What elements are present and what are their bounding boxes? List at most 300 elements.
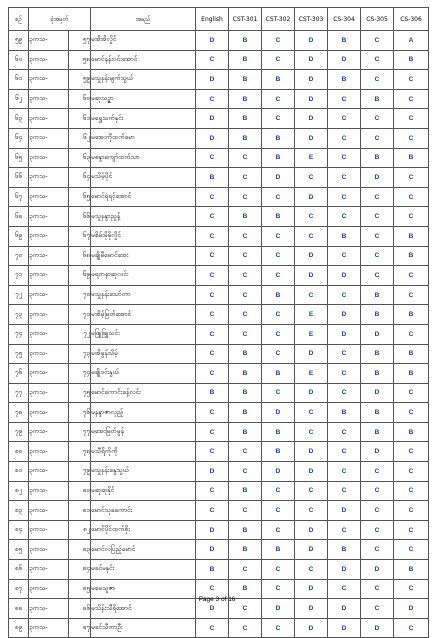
col-header-roll: ခုံအမှတ် <box>29 8 91 31</box>
grade-cell: C <box>196 50 229 70</box>
row-number: ၆၀ <box>9 50 29 70</box>
grade-cell: C <box>262 560 295 580</box>
roll-prefix: ၃ကသ- <box>29 618 69 638</box>
grade-cell: C <box>394 383 429 403</box>
roll-prefix: ၃ကသ- <box>29 305 69 325</box>
table-row <box>9 540 429 560</box>
roll-number: ၈၀ <box>69 481 91 501</box>
student-name: မသူနန်းမျက်သွယ် <box>91 70 196 90</box>
table-row <box>9 207 429 227</box>
grade-cell: B <box>229 422 262 442</box>
grade-cell: D <box>295 246 328 266</box>
col-header-english: English <box>196 8 229 31</box>
grade-cell: D <box>295 599 328 619</box>
grade-cell: C <box>394 128 429 148</box>
grade-cell: C <box>394 109 429 129</box>
grade-cell: D <box>196 462 229 482</box>
grade-cell: C <box>394 285 429 305</box>
grade-cell: B <box>262 422 295 442</box>
row-number: ၇၃ <box>9 305 29 325</box>
results-table <box>8 7 429 638</box>
table-row <box>9 148 429 168</box>
roll-number: ၇၉ <box>69 462 91 482</box>
grade-cell: D <box>295 540 328 560</box>
roll-prefix: ၃ကသ- <box>29 31 69 51</box>
grade-cell: C <box>196 403 229 423</box>
grade-cell: B <box>262 128 295 148</box>
grade-cell: C <box>229 226 262 246</box>
roll-number: ၆၂ <box>69 128 91 148</box>
grade-cell: D <box>295 520 328 540</box>
grade-cell: B <box>229 70 262 90</box>
grade-cell: D <box>295 70 328 90</box>
grade-cell: C <box>361 481 394 501</box>
grade-cell: D <box>196 31 229 51</box>
student-name: မောင်လပြည့်မောင် <box>91 540 196 560</box>
table-row <box>9 50 429 70</box>
grade-cell: E <box>295 324 328 344</box>
grade-cell: C <box>229 599 262 619</box>
roll-prefix: ၃ကသ- <box>29 70 69 90</box>
grade-cell: C <box>262 579 295 599</box>
grade-cell: C <box>262 501 295 521</box>
roll-prefix: ၃ကသ- <box>29 50 69 70</box>
grade-cell: C <box>328 285 361 305</box>
grade-cell: C <box>229 442 262 462</box>
grade-cell: B <box>328 31 361 51</box>
grade-cell: C <box>394 207 429 227</box>
grade-cell: D <box>196 128 229 148</box>
table-row <box>9 89 429 109</box>
col-header-cst301: CST-301 <box>229 8 262 31</box>
grade-cell: C <box>295 403 328 423</box>
grade-cell: B <box>229 50 262 70</box>
grade-cell: C <box>262 324 295 344</box>
roll-number: ၆၅ <box>69 187 91 207</box>
student-name: မအိမ့်မြတ်အောင် <box>91 305 196 325</box>
col-header-cs304: CS-304 <box>328 8 361 31</box>
roll-number: ၈၆ <box>69 599 91 619</box>
grade-cell: C <box>196 618 229 638</box>
roll-number: ၅၈ <box>69 50 91 70</box>
grade-cell: C <box>229 618 262 638</box>
grade-cell: D <box>295 31 328 51</box>
student-name: မောင်နန်းဝင်းအောင် <box>91 50 196 70</box>
header-row <box>9 8 429 31</box>
table-row <box>9 560 429 580</box>
grade-cell: C <box>328 344 361 364</box>
roll-prefix: ၃ကသ- <box>29 207 69 227</box>
roll-prefix: ၃ကသ- <box>29 266 69 286</box>
grade-cell: B <box>394 305 429 325</box>
row-number: ၇၉ <box>9 422 29 442</box>
table-row <box>9 31 429 51</box>
table-row <box>9 226 429 246</box>
grade-cell: C <box>229 501 262 521</box>
row-number: ၈၃ <box>9 501 29 521</box>
grade-cell: B <box>361 422 394 442</box>
grade-cell: D <box>196 109 229 129</box>
grade-cell: C <box>361 207 394 227</box>
grade-cell: C <box>229 187 262 207</box>
grade-cell: B <box>229 364 262 384</box>
table-row <box>9 285 429 305</box>
grade-cell: D <box>196 540 229 560</box>
grade-cell: C <box>328 422 361 442</box>
grade-cell: C <box>262 344 295 364</box>
grade-cell: C <box>262 266 295 286</box>
grade-cell: C <box>196 324 229 344</box>
grade-cell: C <box>229 168 262 188</box>
grade-cell: C <box>262 305 295 325</box>
grade-cell: C <box>295 168 328 188</box>
grade-cell: D <box>295 579 328 599</box>
roll-number: ၈၃ <box>69 540 91 560</box>
row-number: ၇၂ <box>9 285 29 305</box>
table-body <box>9 31 429 638</box>
grade-cell: C <box>262 618 295 638</box>
table-row <box>9 501 429 521</box>
roll-number: ၆၃ <box>69 148 91 168</box>
row-number: ၈၄ <box>9 520 29 540</box>
student-name: မသူနန္ဒာညွန့် <box>91 207 196 227</box>
grade-cell: C <box>394 266 429 286</box>
grade-cell: B <box>394 364 429 384</box>
grade-cell: C <box>361 109 394 129</box>
grade-cell: D <box>361 442 394 462</box>
grade-cell: B <box>394 50 429 70</box>
grade-cell: C <box>229 266 262 286</box>
grade-cell: B <box>229 383 262 403</box>
row-number: ၈၈ <box>9 599 29 619</box>
grade-cell: B <box>229 89 262 109</box>
grade-cell: B <box>196 168 229 188</box>
student-name: မရွှေသက်နှင်း <box>91 109 196 129</box>
table-row <box>9 403 429 423</box>
grade-cell: B <box>196 383 229 403</box>
roll-number: ၇၃ <box>69 344 91 364</box>
grade-cell: C <box>394 481 429 501</box>
grade-cell: C <box>361 246 394 266</box>
row-number: ၇၇ <box>9 383 29 403</box>
grade-cell: C <box>196 364 229 384</box>
grade-cell: B <box>394 422 429 442</box>
grade-cell: B <box>361 364 394 384</box>
roll-prefix: ၃ကသ- <box>29 481 69 501</box>
grade-cell: D <box>361 618 394 638</box>
roll-prefix: ၃ကသ- <box>29 128 69 148</box>
grade-cell: B <box>394 148 429 168</box>
row-number: ၇၅ <box>9 344 29 364</box>
table-row <box>9 422 429 442</box>
grade-cell: C <box>229 560 262 580</box>
grade-cell: C <box>328 481 361 501</box>
grade-cell: C <box>328 579 361 599</box>
roll-number: ၇၈ <box>69 442 91 462</box>
table-row <box>9 70 429 90</box>
student-name: မသိမ့်ပိုင် <box>91 168 196 188</box>
table-row <box>9 128 429 148</box>
roll-prefix: ၃ကသ- <box>29 187 69 207</box>
grade-cell: A <box>394 31 429 51</box>
grade-cell: D <box>295 383 328 403</box>
roll-prefix: ၃ကသ- <box>29 109 69 129</box>
grade-cell: D <box>394 599 429 619</box>
grade-cell: B <box>262 442 295 462</box>
grade-cell: C <box>196 187 229 207</box>
student-name: မချိုမီမောင်အေး <box>91 246 196 266</box>
grade-cell: C <box>328 462 361 482</box>
grade-cell: C <box>229 305 262 325</box>
grade-cell: D <box>328 560 361 580</box>
grade-cell: C <box>361 31 394 51</box>
grade-cell: B <box>229 520 262 540</box>
roll-number: ၆၇ <box>69 226 91 246</box>
grade-cell: D <box>328 50 361 70</box>
grade-cell: C <box>394 520 429 540</box>
grade-cell: B <box>394 226 429 246</box>
grade-cell: C <box>229 285 262 305</box>
student-name: မရတနာဆုလင်း <box>91 266 196 286</box>
row-number: ၅၉ <box>9 31 29 51</box>
row-number: ၆၉ <box>9 226 29 246</box>
grade-cell: C <box>394 187 429 207</box>
grade-cell: C <box>328 128 361 148</box>
student-name: မောင်ပိုင်ထက်စိုး <box>91 520 196 540</box>
grade-cell: C <box>361 501 394 521</box>
row-number: ၆၄ <box>9 128 29 148</box>
grade-cell: D <box>328 618 361 638</box>
grade-cell: C <box>196 226 229 246</box>
grade-cell: C <box>328 246 361 266</box>
roll-prefix: ၃ကသ- <box>29 599 69 619</box>
grade-cell: C <box>328 383 361 403</box>
grade-cell: B <box>229 31 262 51</box>
row-number: ၆၃ <box>9 109 29 129</box>
grade-cell: D <box>295 89 328 109</box>
grade-cell: B <box>262 70 295 90</box>
roll-number: ၇၄ <box>69 364 91 384</box>
grade-cell: B <box>361 89 394 109</box>
roll-prefix: ၃ကသ- <box>29 246 69 266</box>
roll-number: ၆၁ <box>69 109 91 129</box>
roll-number: ၆၀ <box>69 89 91 109</box>
table-row <box>9 442 429 462</box>
grade-cell: C <box>295 422 328 442</box>
table-row <box>9 520 429 540</box>
grade-cell: C <box>196 207 229 227</box>
roll-number: ၇၅ <box>69 383 91 403</box>
grade-cell: C <box>262 50 295 70</box>
roll-prefix: ၃ကသ- <box>29 403 69 423</box>
row-number: ၆၇ <box>9 187 29 207</box>
grade-cell: B <box>262 285 295 305</box>
grade-cell: B <box>229 344 262 364</box>
grade-cell: C <box>394 403 429 423</box>
grade-cell: D <box>361 560 394 580</box>
row-number: ၈၀ <box>9 442 29 462</box>
grade-cell: E <box>295 305 328 325</box>
col-header-no: စဉ် <box>9 8 29 31</box>
row-number: ၇၆ <box>9 364 29 384</box>
student-name: မအေးမြတ်မွန် <box>91 422 196 442</box>
grade-cell: C <box>196 442 229 462</box>
grade-cell: B <box>361 305 394 325</box>
grade-cell: C <box>394 168 429 188</box>
col-header-cst303: CST-303 <box>295 8 328 31</box>
grade-cell: C <box>328 168 361 188</box>
grade-cell: C <box>196 285 229 305</box>
grade-cell: B <box>262 148 295 168</box>
roll-number: ၇၀ <box>69 285 91 305</box>
grade-cell: C <box>361 266 394 286</box>
roll-number: ၅၉ <box>69 70 91 90</box>
roll-prefix: ၃ကသ- <box>29 501 69 521</box>
roll-number: ၈၂ <box>69 520 91 540</box>
row-number: ၈၆ <box>9 560 29 580</box>
roll-number: ၈၅ <box>69 579 91 599</box>
table-row <box>9 168 429 188</box>
grade-cell: C <box>361 128 394 148</box>
grade-cell: C <box>262 89 295 109</box>
grade-cell: D <box>262 462 295 482</box>
grade-cell: B <box>361 148 394 168</box>
roll-prefix: ၃ကသ- <box>29 285 69 305</box>
grade-cell: C <box>229 148 262 168</box>
grade-cell: D <box>295 344 328 364</box>
grade-cell: C <box>196 89 229 109</box>
grade-cell: C <box>196 148 229 168</box>
col-header-name: အမည် <box>91 8 196 31</box>
grade-cell: C <box>262 246 295 266</box>
roll-number: ၆၉ <box>69 266 91 286</box>
grade-cell: B <box>229 540 262 560</box>
roll-number: ၈၁ <box>69 501 91 521</box>
row-number: ၈၉ <box>9 618 29 638</box>
table-row <box>9 344 429 364</box>
grade-cell: C <box>394 442 429 462</box>
grade-cell: C <box>394 579 429 599</box>
roll-prefix: ၃ကသ- <box>29 442 69 462</box>
student-name: မစိမ်းမိုမိုလှိုင် <box>91 226 196 246</box>
roll-prefix: ၃ကသ- <box>29 168 69 188</box>
grade-cell: C <box>295 560 328 580</box>
grade-cell: B <box>229 481 262 501</box>
student-name: မအိအိလှိုင် <box>91 31 196 51</box>
grade-cell: B <box>394 344 429 364</box>
grade-cell: C <box>394 618 429 638</box>
roll-number: ၅၇ <box>69 31 91 51</box>
roll-prefix: ၃ကသ- <box>29 148 69 168</box>
roll-prefix: ၃ကသ- <box>29 364 69 384</box>
roll-number: ၆၄ <box>69 168 91 188</box>
student-name: မခင်သီတာဦး <box>91 618 196 638</box>
student-name: မဆုဆုနိုင် <box>91 481 196 501</box>
row-number: ၇၀ <box>9 246 29 266</box>
student-name: မခင်မနှင်း <box>91 560 196 580</box>
grade-cell: B <box>394 560 429 580</box>
student-name: မသူနန်းနွေသွယ် <box>91 462 196 482</box>
student-name: မဆုသဉ္ဇာ <box>91 89 196 109</box>
grade-cell: C <box>328 187 361 207</box>
grade-cell: D <box>295 50 328 70</box>
grade-cell: E <box>295 148 328 168</box>
grade-cell: D <box>295 442 328 462</box>
col-header-cs306: CS-306 <box>394 8 429 31</box>
row-number: ၈၂ <box>9 481 29 501</box>
grade-cell: B <box>328 226 361 246</box>
table-row <box>9 462 429 482</box>
table-row <box>9 324 429 344</box>
student-name: မအိမွန်သိမ့် <box>91 344 196 364</box>
grade-cell: C <box>262 383 295 403</box>
grade-cell: D <box>295 266 328 286</box>
grade-cell: C <box>295 481 328 501</box>
grade-cell: C <box>295 207 328 227</box>
grade-cell: D <box>328 599 361 619</box>
grade-cell: C <box>262 31 295 51</box>
page-footer: Page 3 of 16 <box>198 596 236 603</box>
grade-cell: C <box>361 599 394 619</box>
grade-cell: C <box>394 324 429 344</box>
grade-cell: C <box>361 226 394 246</box>
grade-cell: D <box>196 520 229 540</box>
grade-cell: B <box>328 70 361 90</box>
grade-cell: C <box>328 89 361 109</box>
grade-cell: C <box>196 422 229 442</box>
student-name: မသီရိကိုကို <box>91 442 196 462</box>
grade-cell: D <box>361 324 394 344</box>
roll-prefix: ၃ကသ- <box>29 422 69 442</box>
grade-cell: B <box>196 560 229 580</box>
grade-cell: C <box>196 481 229 501</box>
grade-cell: C <box>361 50 394 70</box>
grade-cell: B <box>262 207 295 227</box>
grade-cell: C <box>196 579 229 599</box>
grade-cell: C <box>361 70 394 90</box>
roll-number: ၇၆ <box>69 403 91 423</box>
grade-cell: C <box>295 226 328 246</box>
grade-cell: B <box>262 540 295 560</box>
grade-cell: B <box>328 540 361 560</box>
grade-cell: D <box>295 128 328 148</box>
grade-cell: B <box>394 246 429 266</box>
grade-cell: C <box>229 462 262 482</box>
row-number: ၆၆ <box>9 168 29 188</box>
table-row <box>9 266 429 286</box>
grade-cell: D <box>262 403 295 423</box>
grade-cell: C <box>196 246 229 266</box>
grade-cell: D <box>196 70 229 90</box>
grade-cell: C <box>196 305 229 325</box>
grade-cell: B <box>229 128 262 148</box>
col-header-cst302: CST-302 <box>262 8 295 31</box>
table-row <box>9 109 429 129</box>
grade-cell: D <box>328 501 361 521</box>
grade-cell: C <box>361 540 394 560</box>
roll-number: ၈၄ <box>69 560 91 580</box>
roll-number: ၆၆ <box>69 207 91 227</box>
roll-prefix: ၃ကသ- <box>29 226 69 246</box>
student-name: မစန္ဒာကျော်ထက်သာ <box>91 148 196 168</box>
student-name: မသူနန်းသော်တာ <box>91 285 196 305</box>
grade-cell: D <box>262 599 295 619</box>
row-number: ၆၅ <box>9 148 29 168</box>
row-number: ၆၁ <box>9 70 29 90</box>
table-row <box>9 305 429 325</box>
grade-cell: C <box>295 501 328 521</box>
roll-prefix: ၃ကသ- <box>29 540 69 560</box>
